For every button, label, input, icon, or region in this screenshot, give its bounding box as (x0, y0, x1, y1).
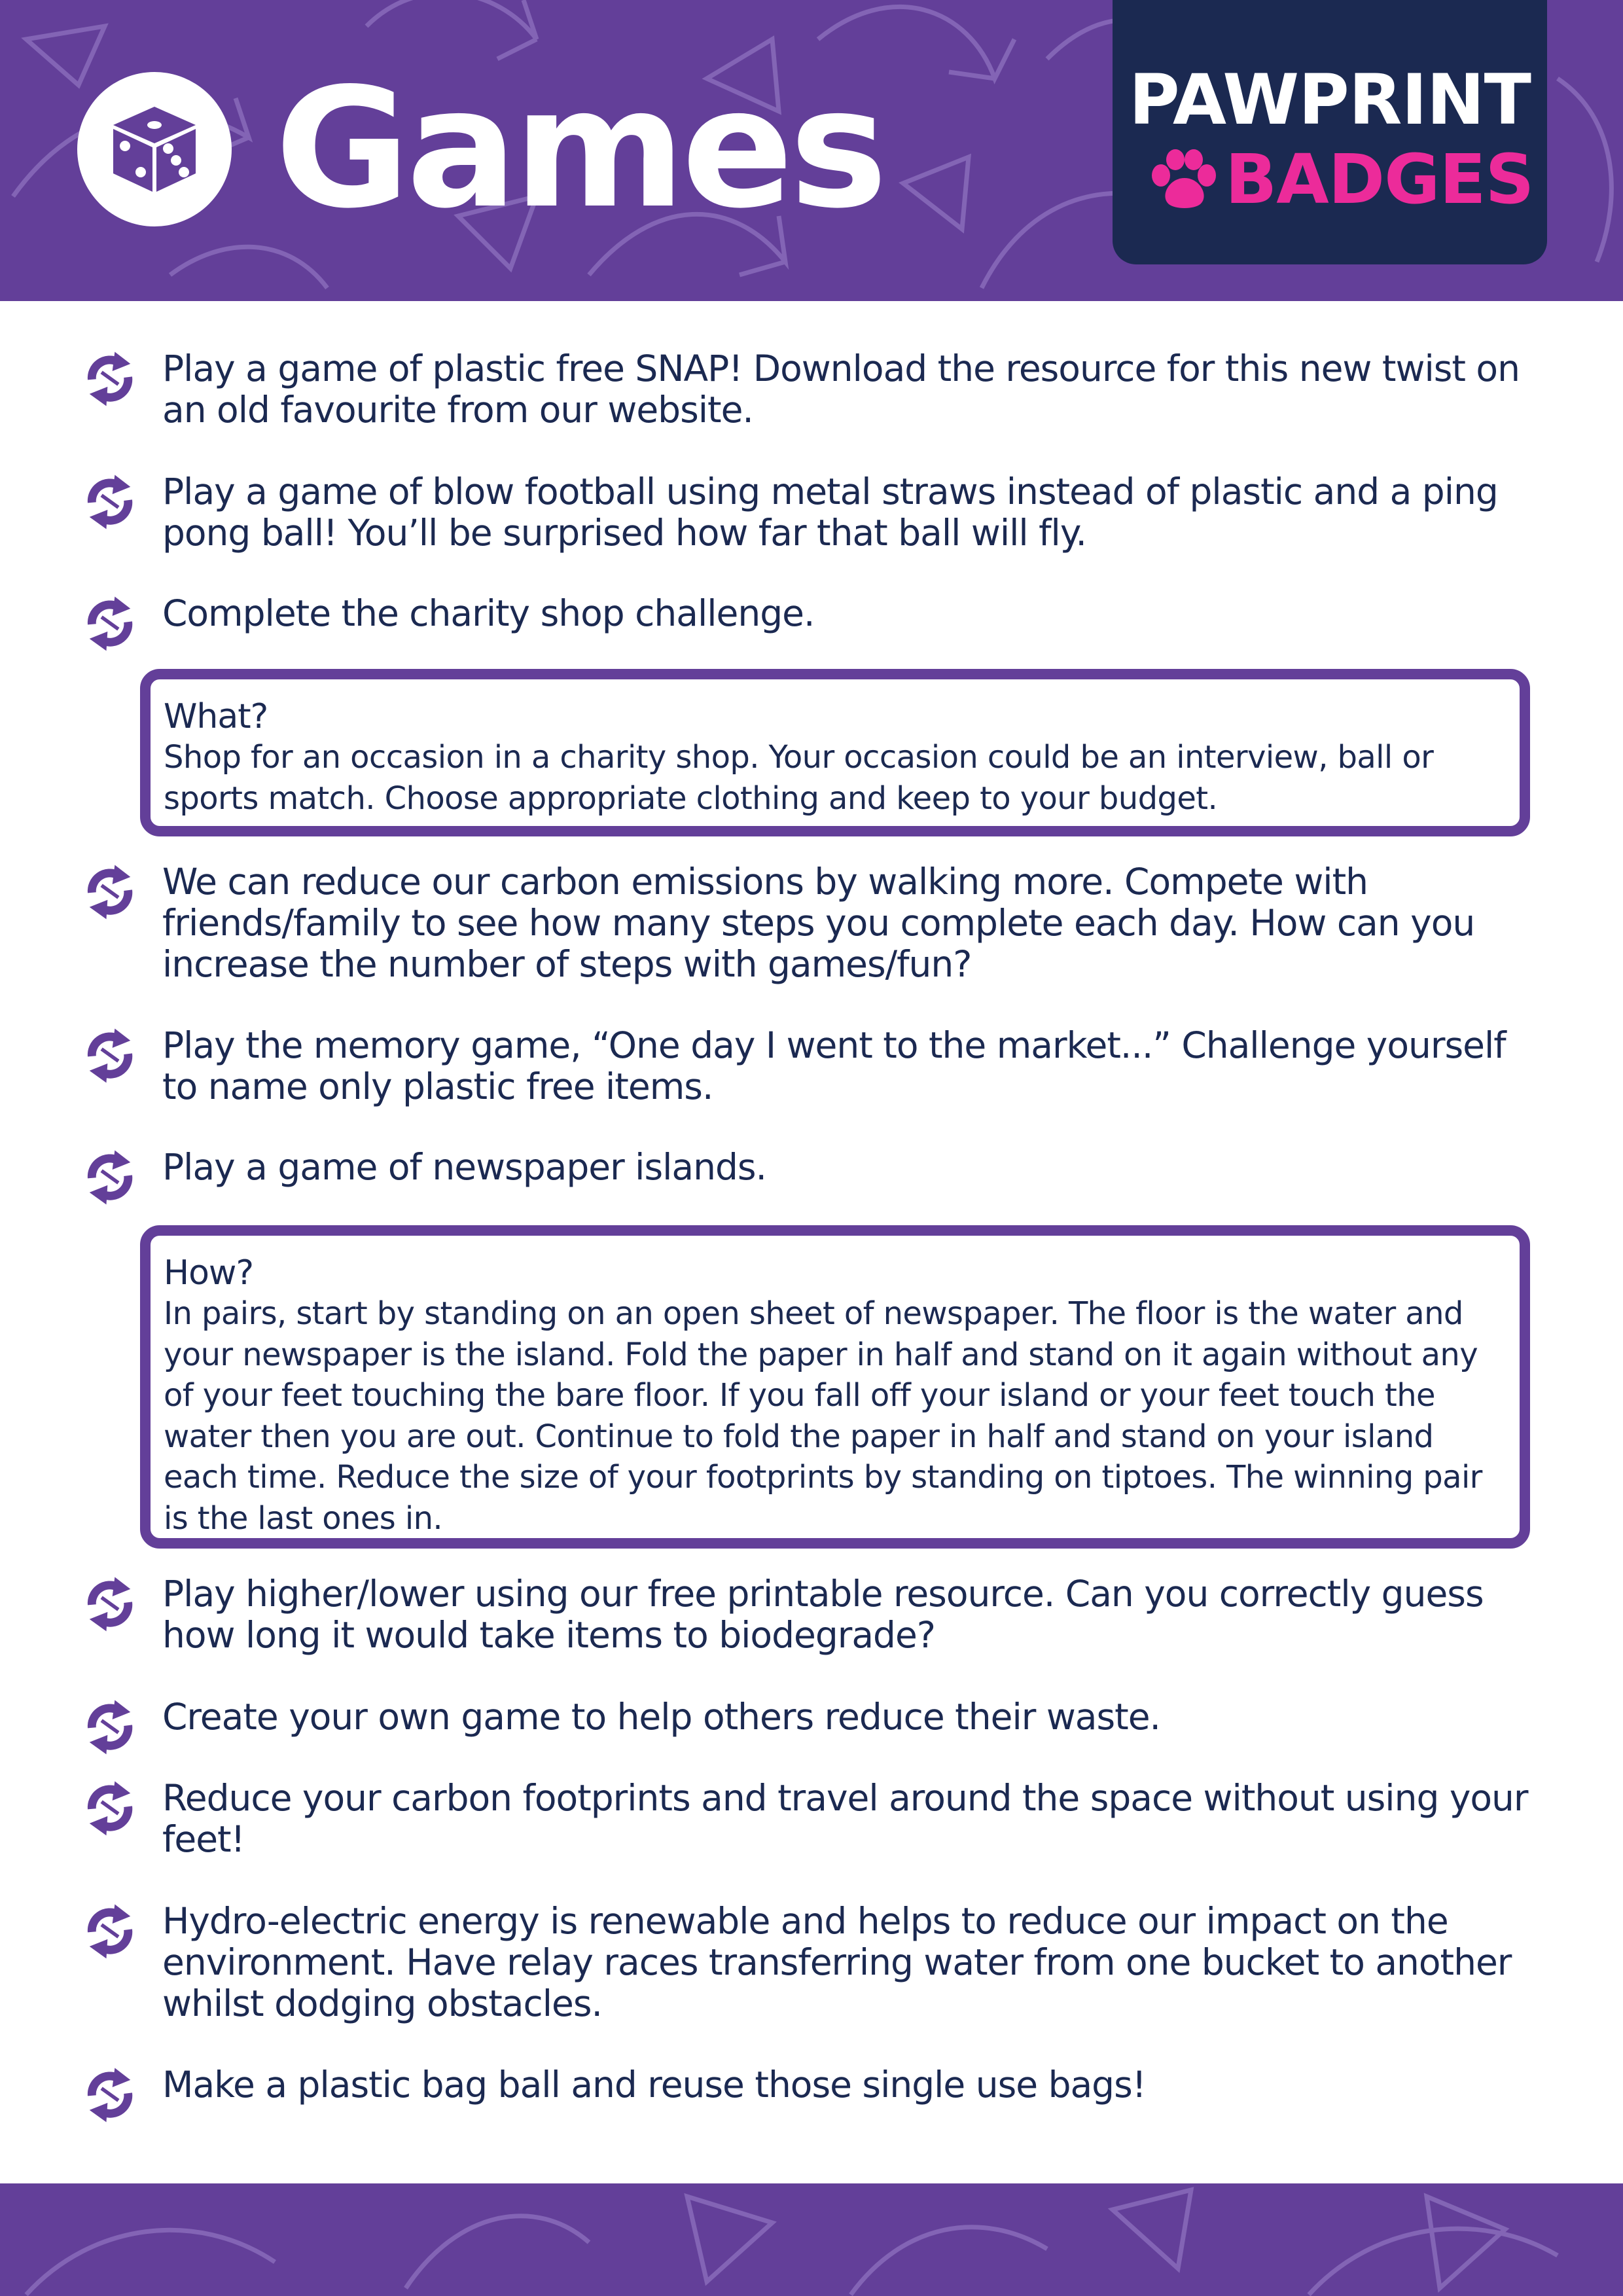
list-item (80, 1696, 1530, 1757)
recycle-icon (80, 593, 140, 653)
logo-line-2-group (1149, 139, 1534, 219)
item-text: Hydro-electric energy is renewable and helps to reduce our impact on the environment. Have relay races transferring water from one bucket to another whilst dodging obstacles. (162, 1900, 1512, 2024)
item-text: Complete the charity shop challenge. (162, 592, 815, 634)
list-item (80, 1025, 1530, 1107)
list-item (80, 348, 1530, 431)
item-text: Make a plastic bag ball and reuse those single use bags! (162, 2064, 1146, 2106)
recycle-icon (80, 2064, 140, 2125)
list-item (80, 1778, 1530, 1860)
box-title: How? (164, 1253, 254, 1293)
list-item (80, 471, 1530, 554)
recycle-icon (80, 1901, 140, 1961)
pawprint-badges-logo (1113, 0, 1547, 264)
dice-icon (105, 100, 204, 198)
recycle-icon (80, 1573, 140, 1634)
header-banner (0, 0, 1623, 301)
list-item (80, 1573, 1530, 1656)
logo-line-1: PAWPRINT (1129, 60, 1531, 140)
box-body: In pairs, start by standing on an open sheet of newspaper. The floor is the water and your newspaper is the island. Fold the paper in half and stand on it again without any of your feet touching the bare floor. If you fall off your island or your feet touch the water then you are out. Continue to fold the paper in half and stand on your island each time. Reduce the size of your footprints by standing on tiptoes. The winning pair is the last ones in. (164, 1295, 1482, 1537)
item-text: We can reduce our carbon emissions by walking more. Compete with friends/family to see how many steps you complete each day. How can you increase the number of steps with games/fun? (162, 861, 1475, 985)
logo-line-2: BADGES (1225, 139, 1534, 219)
title-group (77, 53, 884, 245)
recycle-icon (80, 471, 140, 531)
recycle-icon (80, 1778, 140, 1838)
item-text: Play higher/lower using our free printable resource. Can you correctly guess how long it would take items to biodegrade? (162, 1573, 1484, 1656)
box-body: Shop for an occasion in a charity shop. Your occasion could be an interview, ball or sports match. Choose appropriate clothing and keep to your budget. (164, 739, 1434, 817)
recycle-icon (80, 348, 140, 408)
info-box-how (140, 1225, 1530, 1549)
list-item (80, 2064, 1530, 2125)
recycle-icon (80, 861, 140, 922)
recycle-icon (80, 1696, 140, 1757)
list-item (80, 1147, 1530, 1207)
box-title: What? (164, 697, 268, 736)
recycle-pattern-footer (0, 2183, 1623, 2296)
item-text: Play the memory game, “One day I went to the market...” Challenge yourself to name only plastic free items. (162, 1024, 1506, 1107)
item-text: Reduce your carbon footprints and travel around the space without using your feet! (162, 1777, 1528, 1860)
item-text: Play a game of blow football using metal straws instead of plastic and a ping pong ball! You’ll be surprised how far that ball will fly. (162, 471, 1498, 554)
item-text: Play a game of plastic free SNAP! Download the resource for this new twist on an old favourite from our website. (162, 348, 1520, 431)
recycle-icon (80, 1025, 140, 1085)
item-text: Create your own game to help others reduce their waste. (162, 1696, 1161, 1738)
paw-icon (1149, 149, 1217, 209)
list-item (80, 593, 1530, 653)
footer-banner (0, 2183, 1623, 2296)
list-item (80, 1901, 1530, 2024)
recycle-icon (80, 1147, 140, 1207)
item-text: Play a game of newspaper islands. (162, 1146, 767, 1188)
dice-badge (77, 72, 232, 226)
list-item (80, 861, 1530, 985)
page-title: Games (275, 53, 884, 245)
info-box-what (140, 669, 1530, 836)
